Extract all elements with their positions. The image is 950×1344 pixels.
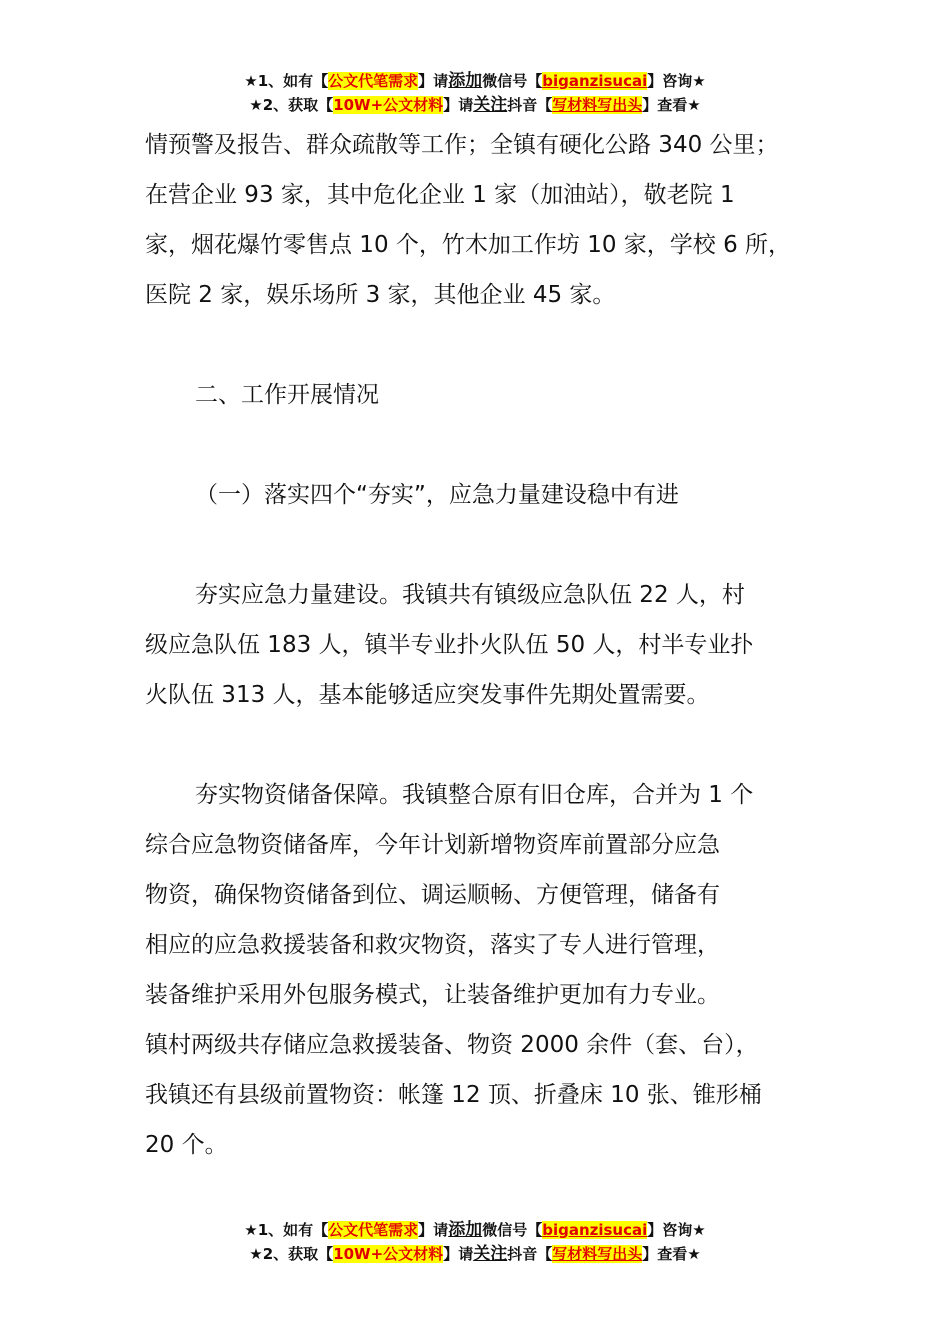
subsection-heading: （一）落实四个“夯实”，应急力量建设稳中有进 [195, 482, 679, 508]
header-banner [0, 69, 950, 117]
section-heading: 二、工作开展情况 [195, 382, 379, 408]
banner-line-1: ★1、如有【公文代笔需求】请添加微信号【biganzisucai】咨询★ [244, 71, 706, 91]
paragraph-3: 夯实物资储备保障。我镇整合原有旧仓库，合并为 1 个 综合应急物资储备库，今年计划新增物资库前置部分应急 物资，确保物资储备到位、调运顺畅、方便管理，储备有 相应的应急救援装备和救灾物资，落实了专人进行管理， 装备维护采用外包服务模式，让装备维护更加有力专业。 镇村两级共存储应急救援装备、物资 2000 余件（套、台）， 我镇还有县级前置物资：帐篷 12 顶、折叠床 10 张、锥形桶 20 个。 [145, 782, 762, 1158]
banner-line-2: ★2、获取【10W+公文材料】请关注抖音【写材料写出头】查看★ [249, 95, 701, 115]
wechat-id: biganzisucai [542, 72, 648, 90]
document-body [145, 120, 835, 1170]
banner-line-2: ★2、获取【10W+公文材料】请关注抖音【写材料写出头】查看★ [249, 1244, 701, 1264]
footer-banner [0, 1218, 950, 1266]
paragraph-1: 情预警及报告、群众疏散等工作；全镇有硬化公路 340 公里； 在营企业 93 家，其中危化企业 1 家（加油站），敬老院 1 家，烟花爆竹零售点 10 个，竹木加工作坊 10 家，学校 6 所， 医院 2 家，娱乐场所 3 家，其他企业 45 家。 [145, 132, 792, 308]
paragraph-2: 夯实应急力量建设。我镇共有镇级应急队伍 22 人，村 级应急队伍 183 人，镇半专业扑火队伍 50 人，村半专业扑 火队伍 313 人，基本能够适应突发事件先期处置需要。 [145, 582, 754, 708]
banner-line-1: ★1、如有【公文代笔需求】请添加微信号【biganzisucai】咨询★ [244, 1220, 706, 1240]
